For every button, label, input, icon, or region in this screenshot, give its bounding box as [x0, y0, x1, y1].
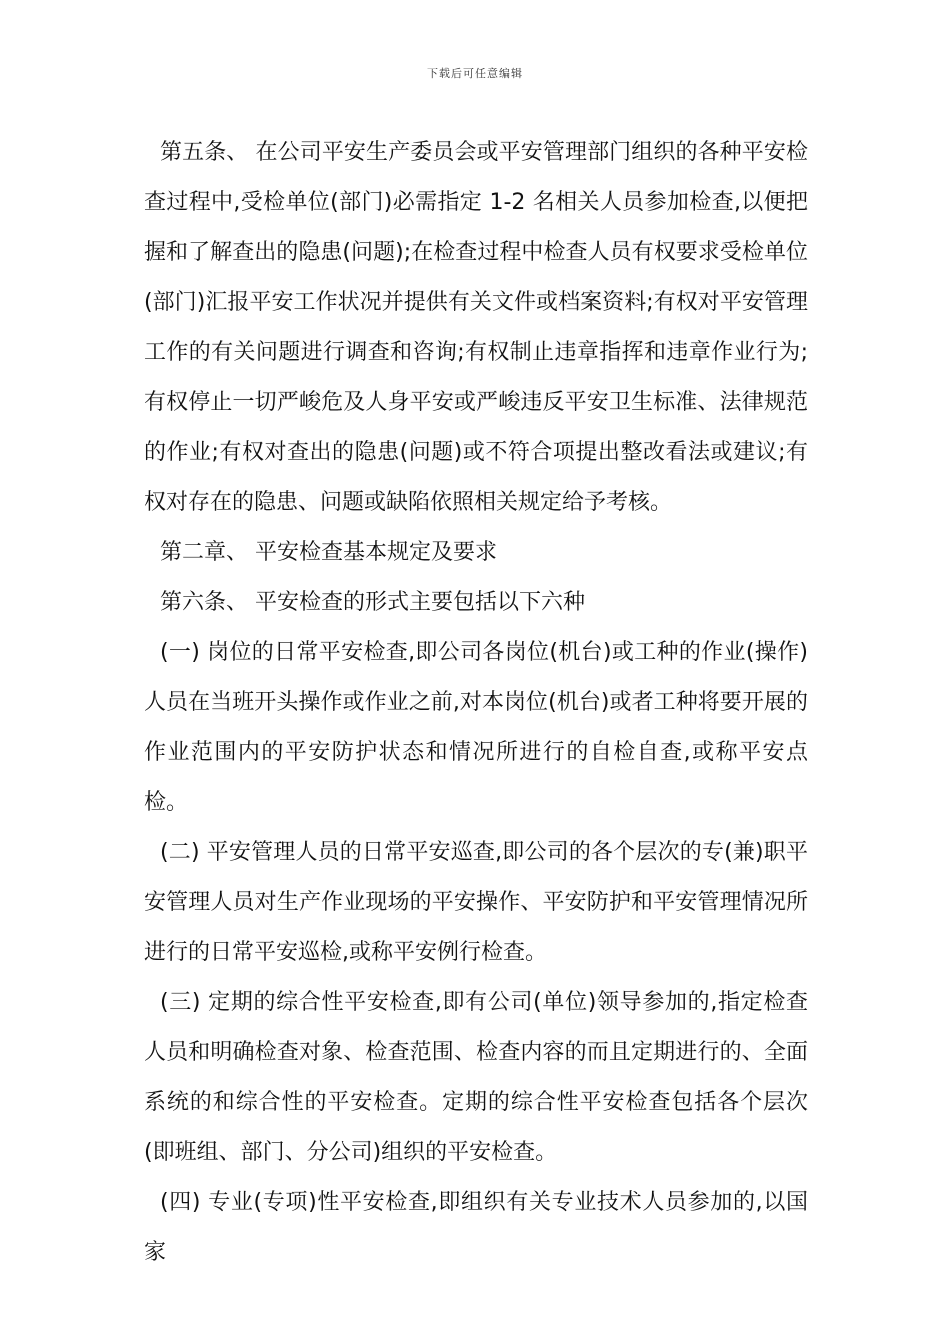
article-6-paragraph: 第六条、 平安检查的形式主要包括以下六种: [160, 590, 585, 615]
item-3-paragraph: (三) 定期的综合性平安检查,即有公司(单位)领导参加的,指定检查人员和明确检查对象、检查范围、检查内容的而且定期进行的、全面系统的和综合性的平安检查。定期的综合性平安检查包括各个层次(即班组、部门、分公司)组织的平安检查。: [144, 990, 808, 1165]
item-1-paragraph: (一) 岗位的日常平安检查,即公司各岗位(机台)或工种的作业(操作)人员在当班开头操作或作业之前,对本岗位(机台)或者工种将要开展的作业范围内的平安防护状态和情况所进行的自检自查,或称平安点检。: [144, 640, 808, 815]
document-body: [144, 128, 808, 1278]
item-2-paragraph: (二) 平安管理人员的日常平安巡查,即公司的各个层次的专(兼)职平安管理人员对生产作业现场的平安操作、平安防护和平安管理情况所进行的日常平安巡检,或称平安例行检查。: [144, 840, 808, 965]
chapter-2-heading: 第二章、 平安检查基本规定及要求: [160, 540, 497, 565]
item-4-paragraph: (四) 专业(专项)性平安检查,即组织有关专业技术人员参加的,以国家: [144, 1190, 808, 1265]
page-header: 下载后可任意编辑: [427, 67, 523, 80]
article-5-paragraph: 第五条、 在公司平安生产委员会或平安管理部门组织的各种平安检查过程中,受检单位(部门)必需指定 1-2 名相关人员参加检查,以便把握和了解查出的隐患(问题);在检查过程中检查人员有权要求受检单位(部门)汇报平安工作状况并提供有关文件或档案资料;有权对平安管理工作的有关问题进行调查和咨询;有权制止违章指挥和违章作业行为;有权停止一切严峻危及人身平安或严峻违反平安卫生标准、法律规范的作业;有权对查出的隐患(问题)或不符合项提出整改看法或建议;有权对存在的隐患、问题或缺陷依照相关规定给予考核。: [144, 140, 808, 515]
